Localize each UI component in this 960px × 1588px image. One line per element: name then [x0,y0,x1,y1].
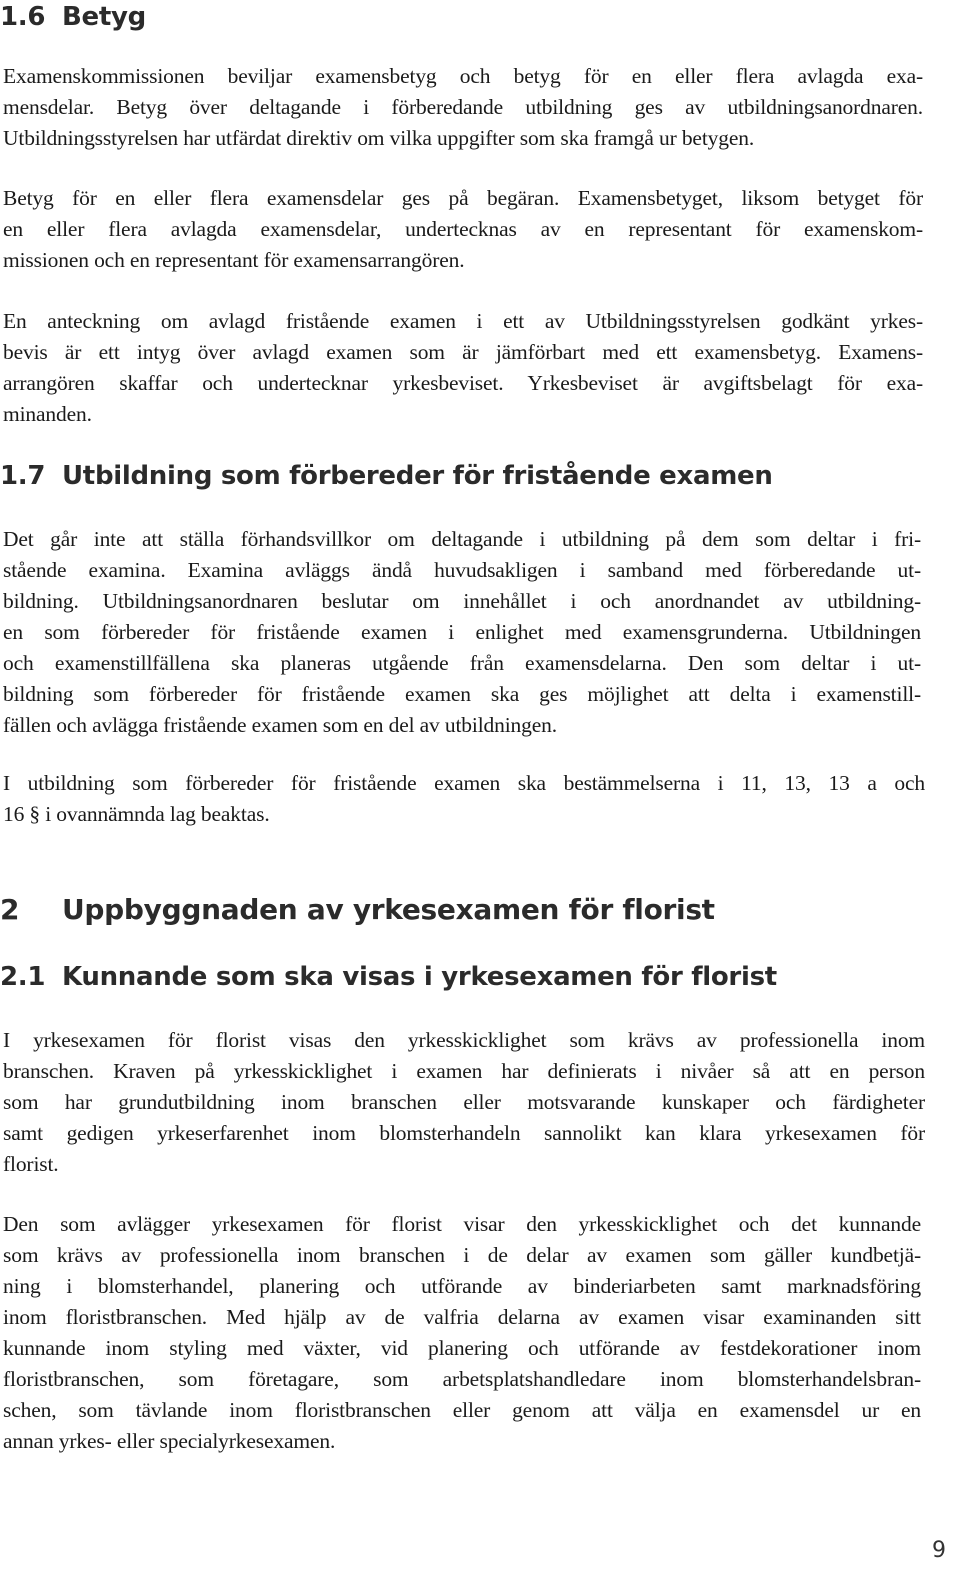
text-line: kunnande inom styling med växter, vid planering och utförande av festdekorationer inom [3,1336,921,1360]
text-line: Utbildningsstyrelsen har utfärdat direktiv om vilka uppgifter som ska framgå ur betygen. [3,126,755,150]
paragraph [3,61,923,154]
text-line: Den som avlägger yrkesexamen för florist visar den yrkesskicklighet och det kunnande [3,1212,921,1236]
text-line: Examenskommissionen beviljar examensbetyg och betyg för en eller flera avlagda exa- [3,64,923,88]
text-line: som krävs av professionella inom branschen i de delar av examen som gäller kundbetjä- [3,1243,921,1267]
paragraph [3,524,921,741]
text-line: Betyg för en eller flera examensdelar ges på begäran. Examensbetyget, liksom betyget för [3,186,923,210]
text-line: bevis är ett intyg över avlagd examen som är jämförbart med ett examensbetyg. Examens- [3,340,923,364]
paragraph [3,183,923,276]
text-line: ning i blomsterhandel, planering och utförande av binderiarbeten samt marknadsföring [3,1274,921,1298]
section-number: 2.1 [0,962,46,992]
section-title: Uppbyggnaden av yrkesexamen för florist [62,893,715,926]
section-title: Betyg [62,2,146,32]
paragraph [3,1209,921,1457]
text-line: En anteckning om avlagd fristående examen i ett av Utbildningsstyrelsen godkänt yrkes- [3,309,923,333]
text-line: en som förbereder för fristående examen i enlighet med examensgrunderna. Utbildningen [3,620,921,644]
text-line: schen, som tävlande inom floristbranschen eller genom att välja en examensdel ur en [3,1398,921,1422]
text-line: som har grundutbildning inom branschen eller motsvarande kunskaper och färdigheter [3,1090,925,1114]
section-heading-1-6 [0,2,146,32]
text-line: inom floristbranschen. Med hjälp av de valfria delarna av examen visar examinanden sitt [3,1305,921,1329]
text-line: I yrkesexamen för florist visas den yrkesskicklighet som krävs av professionella inom [3,1028,925,1052]
text-line: floristbranschen, som företagare, som arbetsplatshandledare inom blomsterhandelsbran- [3,1367,921,1391]
text-line: arrangören skaffar och undertecknar yrkesbeviset. Yrkesbeviset är avgiftsbelagt för exa- [3,371,923,395]
section-heading-1-7 [0,461,773,491]
text-line: samt gedigen yrkeserfarenhet inom blomsterhandeln sannolikt kan klara yrkesexamen för [3,1121,925,1145]
section-number: 2 [0,893,20,926]
text-line: minanden. [3,402,92,426]
text-line: branschen. Kraven på yrkesskicklighet i examen har definierats i nivåer så att en person [3,1059,925,1083]
text-line: en eller flera avlagda examensdelar, undertecknas av en representant för examenskom- [3,217,923,241]
section-number: 1.6 [0,2,46,32]
section-title: Utbildning som förbereder för fristående examen [62,461,773,491]
paragraph [3,306,923,430]
text-line: stående examina. Examina avläggs ändå huvudsakligen i samband med förberedande ut- [3,558,921,582]
text-line: bildning som förbereder för fristående examen ska ges möjlighet att delta i examenstill- [3,682,921,706]
section-heading-2-1 [0,962,777,992]
page-number: 9 [932,1538,946,1563]
text-line: Det går inte att ställa förhandsvillkor om deltagande i utbildning på dem som deltar i fri- [3,527,921,551]
section-title: Kunnande som ska visas i yrkesexamen för florist [62,962,777,992]
chapter-heading-2 [0,893,715,927]
text-line: och examenstillfällena ska planeras utgående från examensdelarna. Den som deltar i ut- [3,651,921,675]
text-line: annan yrkes- eller specialyrkesexamen. [3,1429,336,1453]
text-line: I utbildning som förbereder för fristående examen ska bestämmelserna i 11, 13, 13 a och [3,771,925,795]
text-line: mensdelar. Betyg över deltagande i förberedande utbildning ges av utbildningsanordnaren. [3,95,923,119]
text-line: 16 § i ovannämnda lag beaktas. [3,802,270,826]
text-line: bildning. Utbildningsanordnaren beslutar om innehållet i och anordnandet av utbildning- [3,589,921,613]
text-line: fällen och avlägga fristående examen som en del av utbildningen. [3,713,557,737]
paragraph [3,768,925,830]
paragraph [3,1025,925,1180]
text-line: florist. [3,1152,59,1176]
section-number: 1.7 [0,461,46,491]
text-line: missionen och en representant för examensarrangören. [3,248,465,272]
